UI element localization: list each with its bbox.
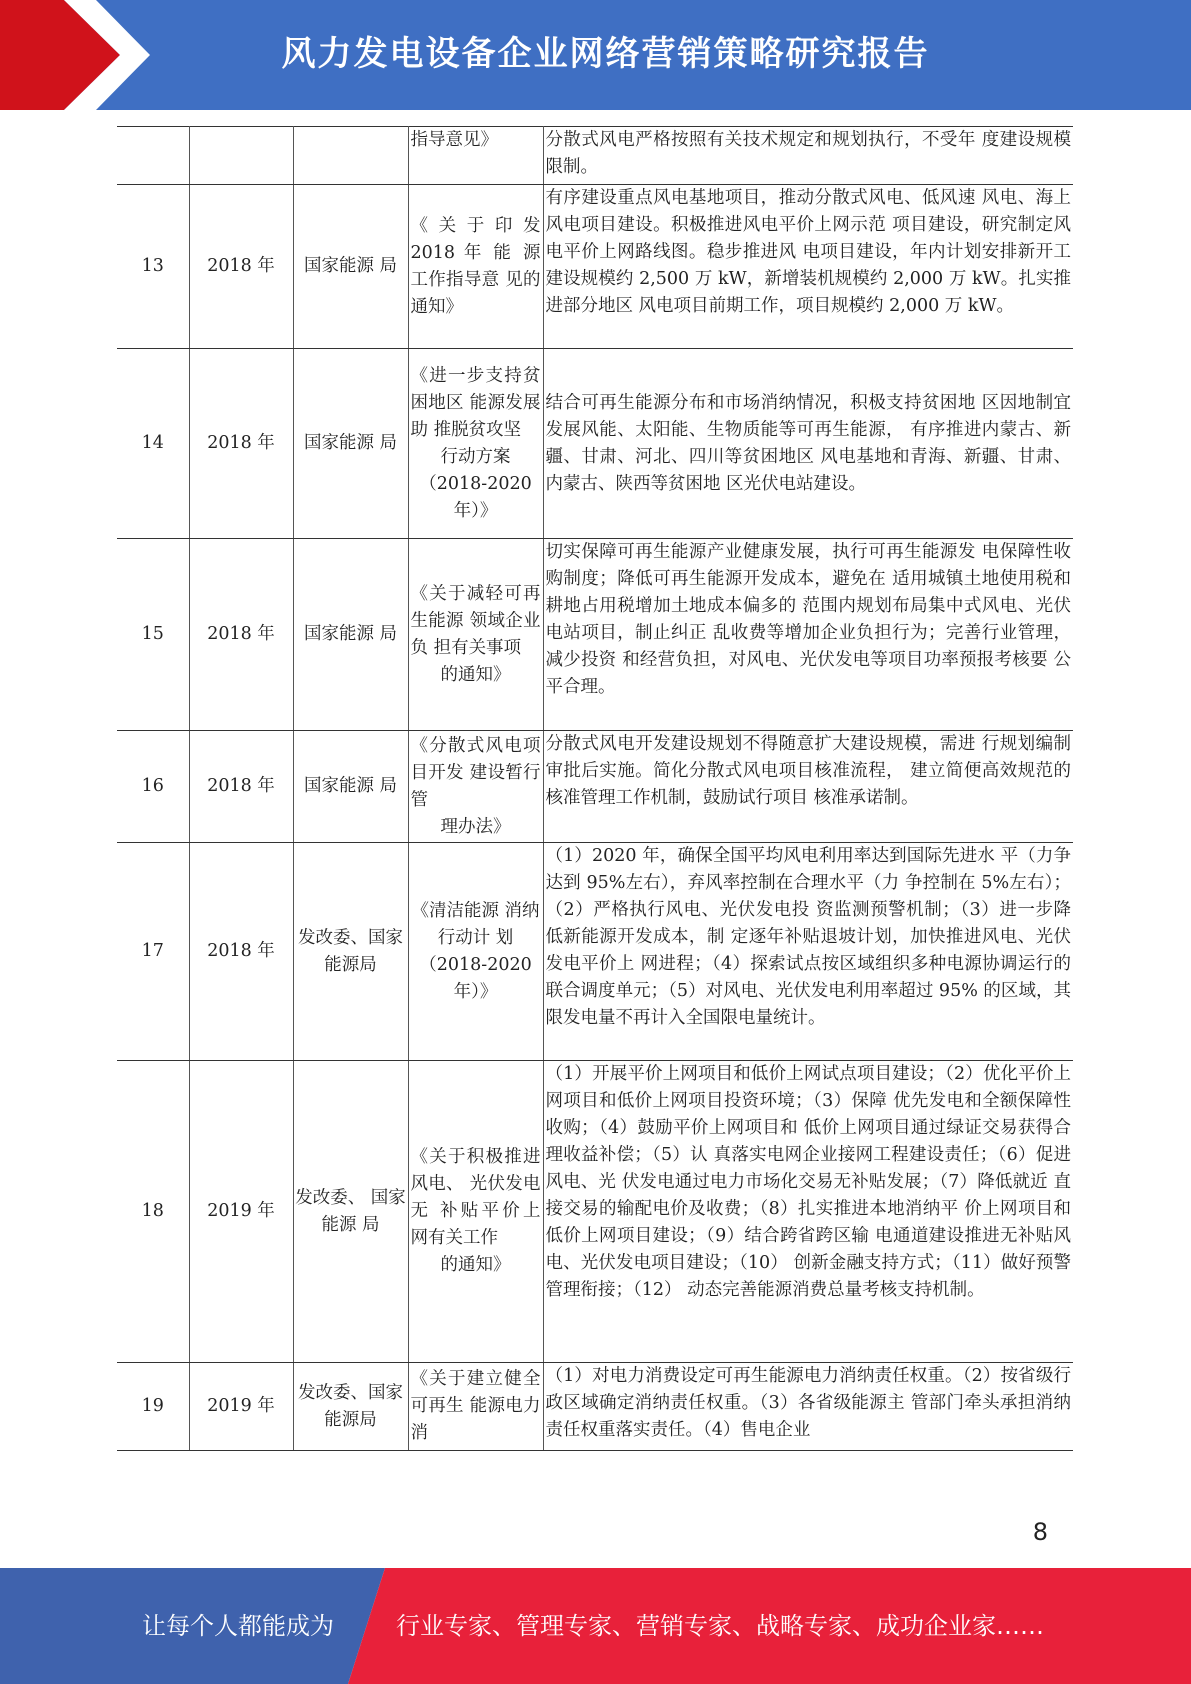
row-document xyxy=(408,127,543,185)
page-title: 风力发电设备企业网络营销策略研究报告 xyxy=(281,34,930,74)
row-year: 2018 年 xyxy=(189,731,293,843)
table-row xyxy=(117,843,1073,1061)
document-title-line: 《关于印发 2018 年 能 源工作指导意 见的通知》 xyxy=(410,215,541,317)
document-title-line: 《进一步支持贫困地区 能源发展助 推脱贫攻坚 xyxy=(410,365,541,440)
row-document xyxy=(408,539,543,731)
row-year: 2018 年 xyxy=(189,539,293,731)
row-year: 2018 年 xyxy=(189,185,293,349)
row-number: 19 xyxy=(117,1363,189,1451)
row-content: 有序建设重点风电基地项目，推动分散式风电、低风速 风电、海上风电项目建设。积极推进风电平价上网示范 项目建设，研究制定风电平价上网路线图。稳步推进风 电项目建设，年内计划安排新开工建设规模约 2,500 万 kW，新增装机规模约 2,000 万 kW。扎实推进部分地区 风电项目前期工作，项目规模约 2,000 万 kW。 xyxy=(543,185,1073,349)
document-title-line: 《清洁能源 消纳行动计 划（2018-2020 年）》 xyxy=(411,900,540,1002)
row-year: 2019 年 xyxy=(189,1061,293,1363)
row-department: 国家能源 局 xyxy=(293,185,408,349)
row-document xyxy=(408,1061,543,1363)
row-department xyxy=(293,127,408,185)
document-title-line: 《关于减轻可再生能源 领域企业负 担有关事项 xyxy=(410,583,541,658)
row-number: 16 xyxy=(117,731,189,843)
row-department: 发改委、国家能源局 xyxy=(293,1363,408,1451)
document-title-line: 《分散式风电项目开发 建设暂行管 xyxy=(410,735,541,810)
row-document xyxy=(408,185,543,349)
row-number: 13 xyxy=(117,185,189,349)
row-department: 国家能源 局 xyxy=(293,539,408,731)
row-number: 18 xyxy=(117,1061,189,1363)
table-row xyxy=(117,539,1073,731)
row-content: 结合可再生能源分布和市场消纳情况，积极支持贫困地 区因地制宜发展风能、太阳能、生物质能等可再生能源， 有序推进内蒙古、新疆、甘肃、河北、四川等贫困地区 风电基地和青海、新疆、甘肃、内蒙古、陕西等贫困地 区光伏电站建设。 xyxy=(543,349,1073,539)
footer-slogan-left: 让每个人都能成为 xyxy=(142,1612,334,1640)
row-number: 17 xyxy=(117,843,189,1061)
row-year: 2018 年 xyxy=(189,843,293,1061)
document-title-line: 的通知》 xyxy=(440,1255,511,1275)
document-title-line: 年）》 xyxy=(453,500,498,521)
policy-table xyxy=(117,126,1073,1451)
row-content: 切实保障可再生能源产业健康发展，执行可再生能源发 电保障性收购制度；降低可再生能源开发成本，避免在 适用城镇土地使用税和耕地占用税增加土地成本偏多的 范围内规划布局集中式风电、光伏电站项目，制止纠正 乱收费等增加企业负担行为；完善行业管理，减少投资 和经营负担，对风电、光伏发电等项目功率预报考核要 公平合理。 xyxy=(543,539,1073,731)
document-title-line: 行动方案（2018-2020 xyxy=(419,446,532,494)
row-document xyxy=(408,843,543,1061)
row-content: 分散式风电严格按照有关技术规定和规划执行，不受年 度建设规模限制。 xyxy=(543,127,1073,185)
row-number: 15 xyxy=(117,539,189,731)
document-title-line: 指导意见》 xyxy=(410,130,498,150)
row-content: （1）对电力消费设定可再生能源电力消纳责任权重。（2）按省级行政区域确定消纳责任权重。（3）各省级能源主 管部门牵头承担消纳责任权重落实责任。（4）售电企业 xyxy=(543,1363,1073,1451)
page-footer xyxy=(0,1568,1191,1684)
table-row xyxy=(117,127,1073,185)
document-title-line: 《关于积极推进风电、 光伏发电无 补贴平价上 网有关工作 xyxy=(410,1147,541,1248)
table-row xyxy=(117,1061,1073,1363)
table-row xyxy=(117,349,1073,539)
row-number xyxy=(117,127,189,185)
row-content: 分散式风电开发建设规划不得随意扩大建设规模，需进 行规划编制审批后实施。简化分散式风电项目核准流程， 建立简便高效规范的核准管理工作机制，鼓励试行项目 核准承诺制。 xyxy=(543,731,1073,843)
row-department: 国家能源 局 xyxy=(293,731,408,843)
document-title-line: 《关于建立健全可再生 能源电力消 xyxy=(410,1369,541,1443)
row-document xyxy=(408,1363,543,1451)
page-number: 8 xyxy=(1032,1518,1048,1546)
table-row xyxy=(117,185,1073,349)
row-department: 发改委、 国家能源 局 xyxy=(293,1061,408,1363)
document-title-line: 的通知》 xyxy=(440,664,511,685)
row-department: 国家能源 局 xyxy=(293,349,408,539)
document-title-line: 理办法》 xyxy=(440,816,511,837)
row-content: （1）2020 年，确保全国平均风电利用率达到国际先进水 平（力争达到 95%左右），弃风率控制在合理水平（力 争控制在 5%左右）；（2）严格执行风电、光伏发电投 资监测预警机制；（3）进一步降低新能源开发成本，制 定逐年补贴退坡计划，加快推进风电、光伏发电平价上 网进程；（4）探索试点按区域组织多种电源协调运行的 联合调度单元；（5）对风电、光伏发电利用率超过 95% 的区域，其限发电量不再计入全国限电量统计。 xyxy=(543,843,1073,1061)
table-row xyxy=(117,731,1073,843)
page-header xyxy=(0,0,1191,110)
row-document xyxy=(408,731,543,843)
row-year: 2019 年 xyxy=(189,1363,293,1451)
row-department: 发改委、国家能源局 xyxy=(293,843,408,1061)
row-content: （1）开展平价上网项目和低价上网试点项目建设；（2）优化平价上网项目和低价上网项目投资环境；（3）保障 优先发电和全额保障性收购；（4）鼓励平价上网项目和 低价上网项目通过绿证交易获得合理收益补偿；（5）认 真落实电网企业接网工程建设责任；（6）促进风电、光 伏发电通过电力市场化交易无补贴发展；（7）降低就近 直接交易的输配电价及收费；（8）扎实推进本地消纳平 价上网项目和低价上网项目建设；（9）结合跨省跨区输 电通道建设推进无补贴风电、光伏发电项目建设；（10） 创新金融支持方式；（11）做好预警管理衔接；（12） 动态完善能源消费总量考核支持机制。 xyxy=(543,1061,1073,1363)
row-document xyxy=(408,349,543,539)
footer-slogan-right: 行业专家、管理专家、营销专家、战略专家、成功企业家…… xyxy=(396,1612,1044,1640)
row-year: 2018 年 xyxy=(189,349,293,539)
row-number: 14 xyxy=(117,349,189,539)
table-row xyxy=(117,1363,1073,1451)
row-year xyxy=(189,127,293,185)
